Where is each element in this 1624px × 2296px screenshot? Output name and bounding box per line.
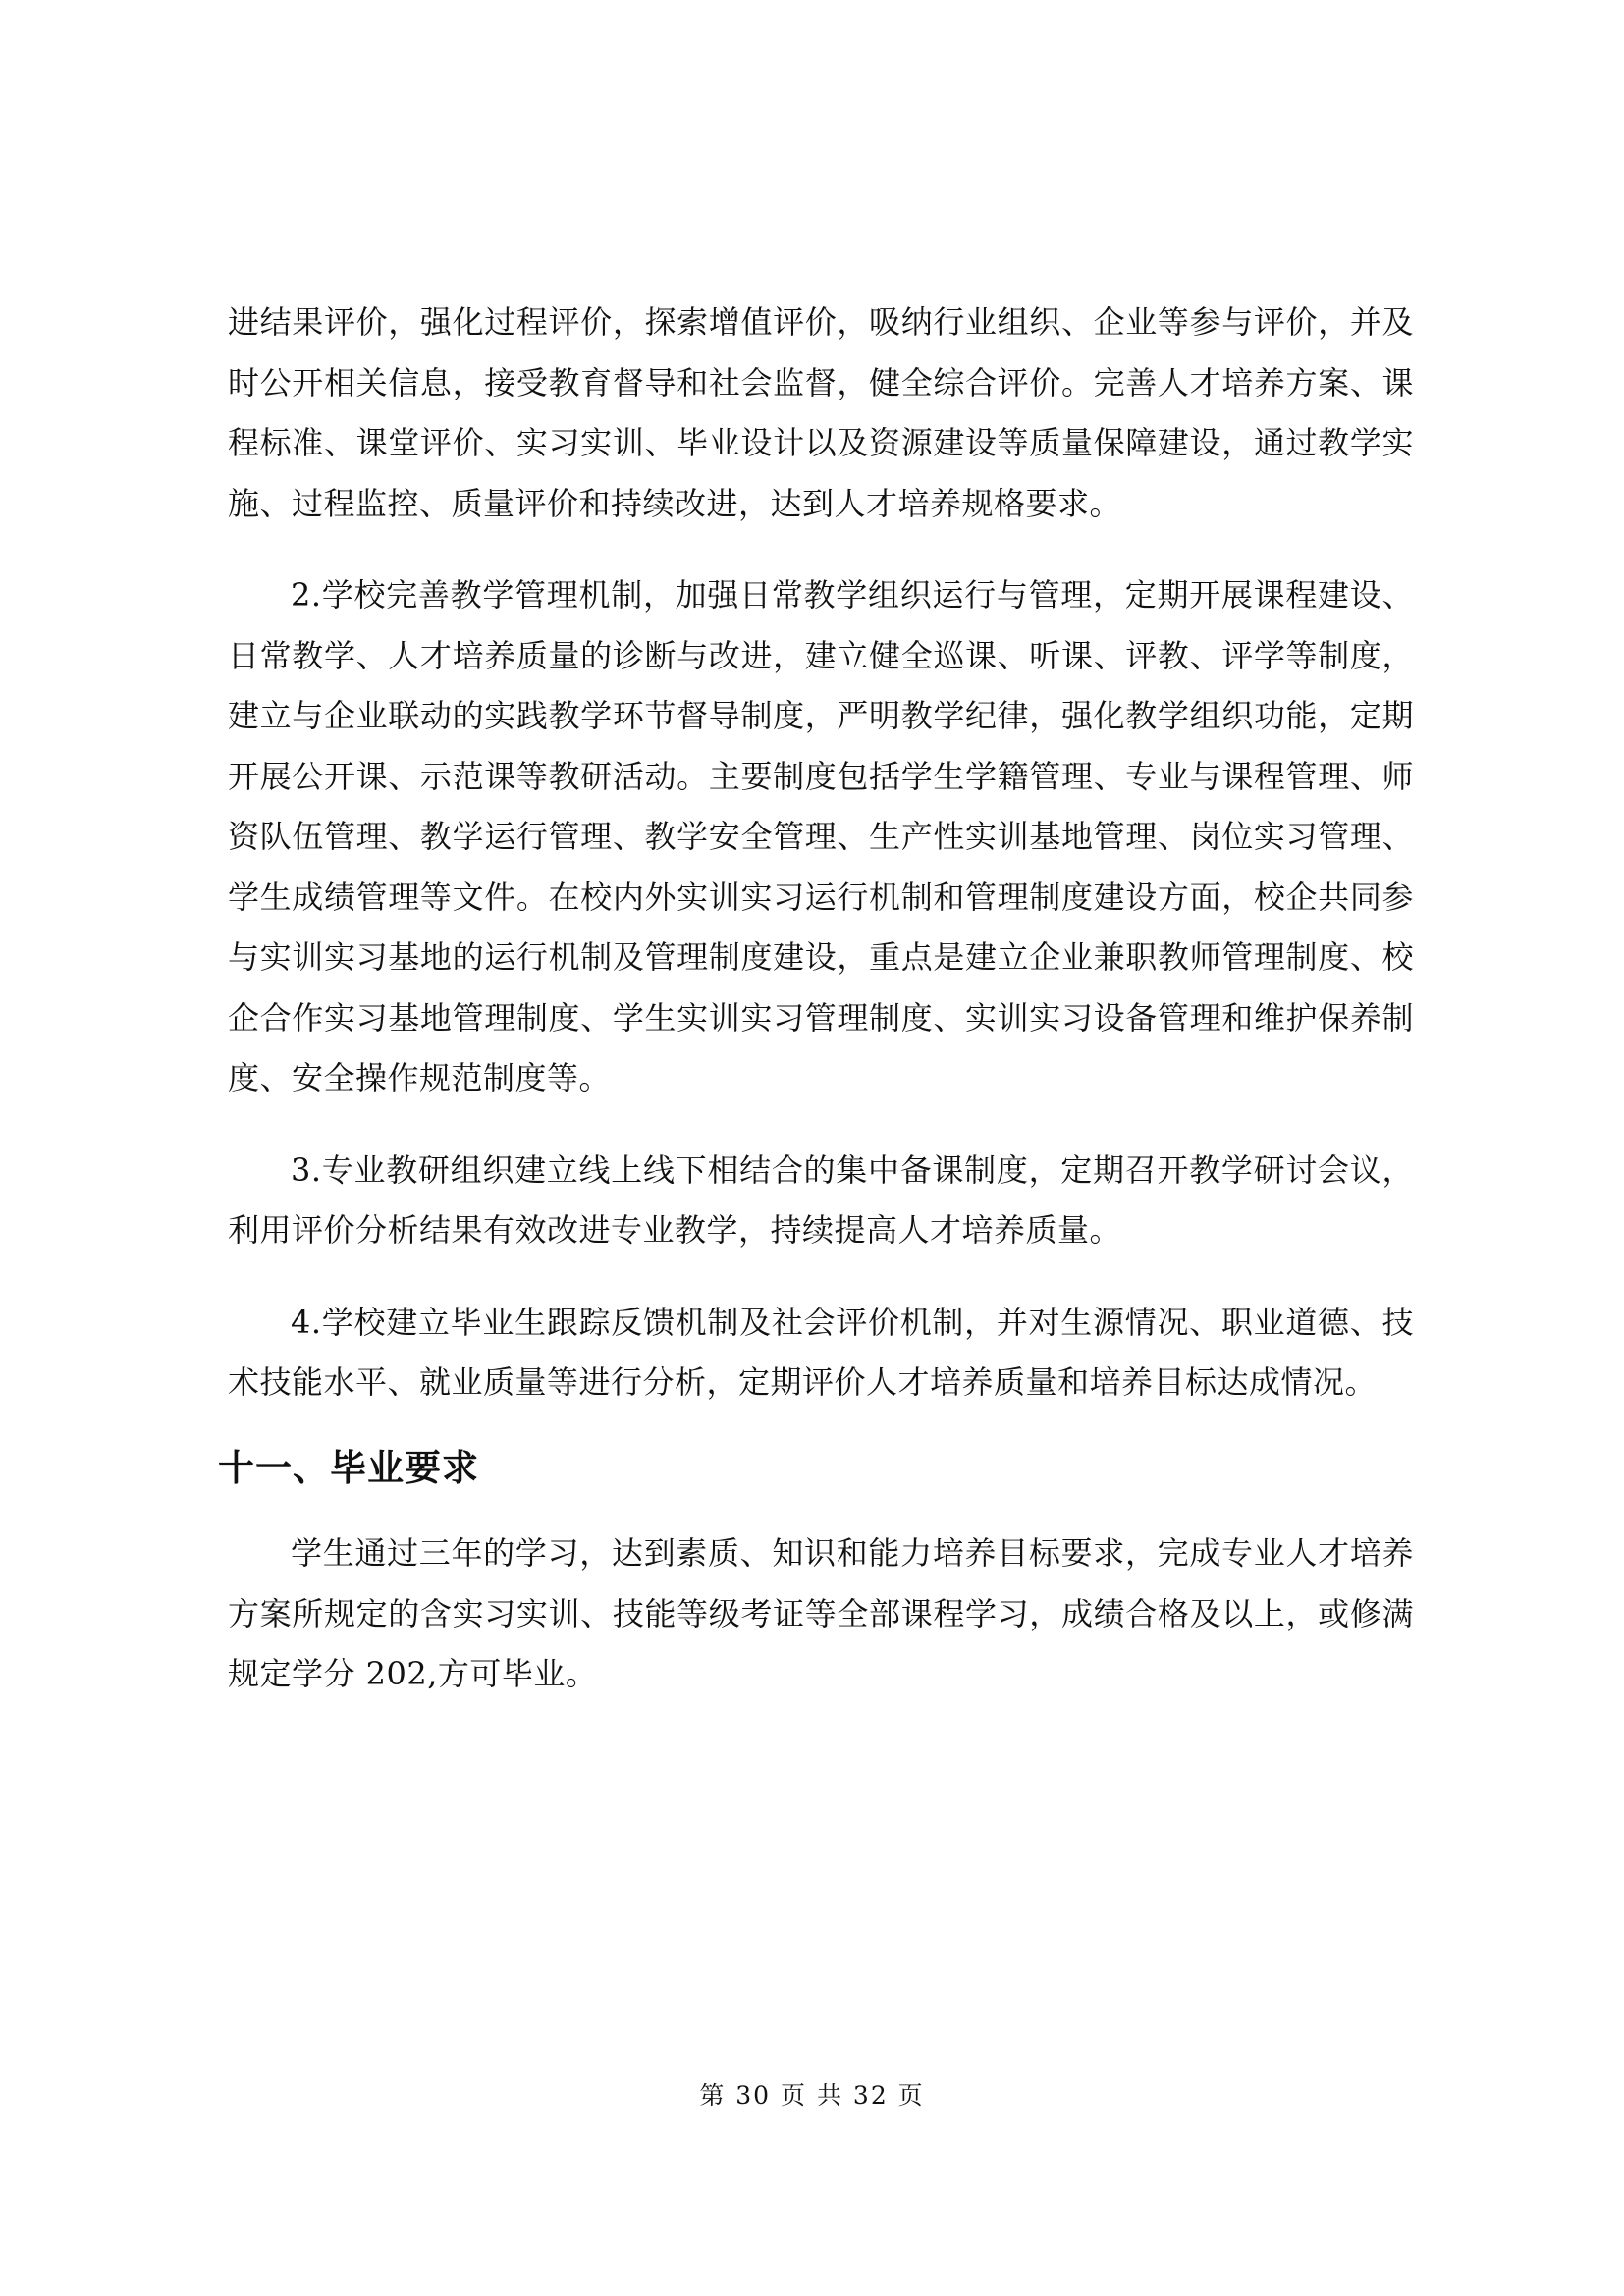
graduation-requirements-section [228,1523,1414,1705]
paragraph-continuation: 进结果评价，强化过程评价，探索增值评价，吸纳行业组织、企业等参与评价，并及时公开相关信息，接受教育督导和社会监督，健全综合评价。完善人才培养方案、课程标准、课堂评价、实习实训、毕业设计以及资源建设等质量保障建设，通过教学实施、过程监控、质量评价和持续改进，达到人才培养规格要求。 [228,303,1414,522]
paragraph-gap [228,1109,1414,1141]
paragraph-item-4: 4.学校建立毕业生跟踪反馈机制及社会评价机制，并对生源情况、职业道德、技术技能水平、就业质量等进行分析，定期评价人才培养质量和培养目标达成情况。 [228,1303,1414,1401]
paragraph-item-2: 2.学校完善教学管理机制，加强日常教学组织运行与管理，定期开展课程建设、日常教学、人才培养质量的诊断与改进，建立健全巡课、听课、评教、评学等制度，建立与企业联动的实践教学环节督导制度，严明教学纪律，强化教学组织功能，定期开展公开课、示范课等教研活动。主要制度包括学生学籍管理、专业与课程管理、师资队伍管理、教学运行管理、教学安全管理、生产性实训基地管理、岗位实习管理、学生成绩管理等文件。在校内外实训实习运行机制和管理制度建设方面，校企共同参与实训实习基地的运行机制及管理制度建设，重点是建立企业兼职教师管理制度、校企合作实习基地管理制度、学生实训实习管理制度、实训实习设备管理和维护保养制度、安全操作规范制度等。 [228,576,1414,1096]
paragraph-gap [228,1261,1414,1293]
paragraph-item-3: 3.专业教研组织建立线上线下相结合的集中备课制度，定期召开教学研讨会议，利用评价分析结果有效改进专业教学，持续提高人才培养质量。 [228,1150,1414,1249]
section-heading-graduation-requirements: 十一、毕业要求 [218,1447,479,1489]
paragraph-gap [228,534,1414,565]
graduation-requirements-paragraph: 学生通过三年的学习，达到素质、知识和能力培养目标要求，完成专业人才培养方案所规定的含实习实训、技能等级考证等全部课程学习，成绩合格及以上，或修满规定学分 202,方可毕业。 [228,1534,1414,1692]
page-number-footer: 第 30 页 共 32 页 [699,2081,925,2109]
quality-assurance-section [228,293,1414,1414]
